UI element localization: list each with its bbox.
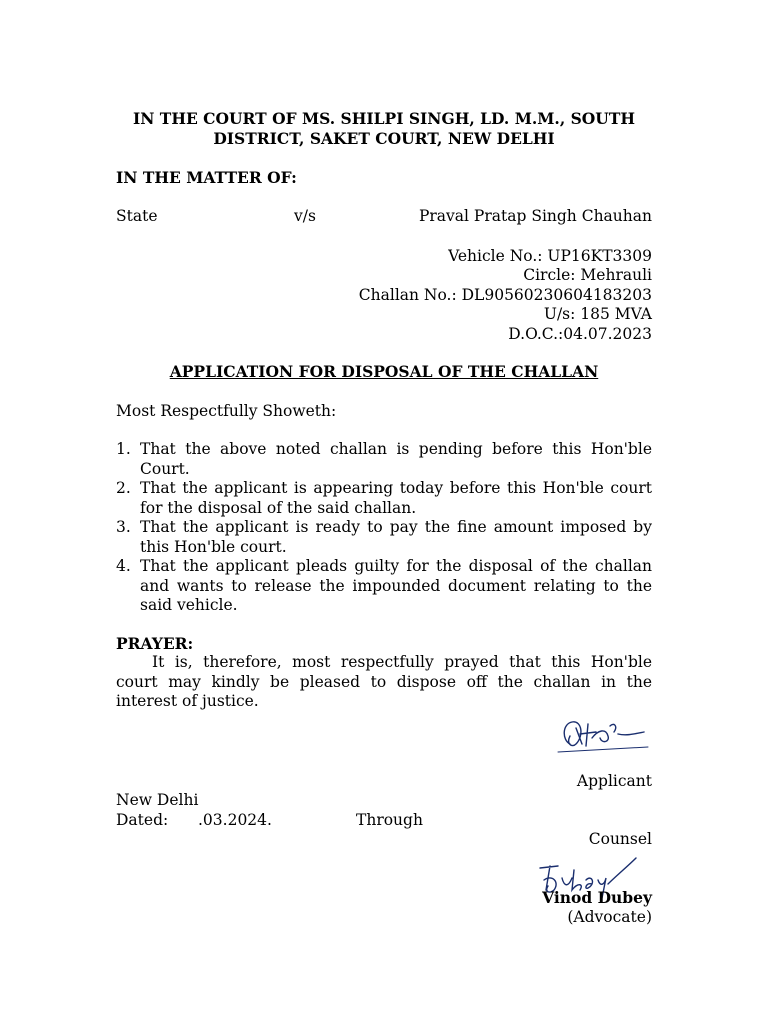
list-item: 2. That the applicant is appearing today before this Hon'ble court for the disposal of the said challan. bbox=[116, 479, 652, 517]
application-title: APPLICATION FOR DISPOSAL OF THE CHALLAN bbox=[169, 362, 599, 381]
document-page bbox=[116, 0, 652, 1024]
party-versus: v/s bbox=[294, 207, 316, 225]
under-section: U/s: 185 MVA bbox=[543, 305, 652, 323]
applicant-signature bbox=[556, 714, 652, 758]
counsel-label: Counsel bbox=[588, 830, 652, 848]
prayer-text: It is, therefore, most respectfully prayed that this Hon'ble court may kindly be pleased to dispose off the challan in the interest of justice. bbox=[116, 653, 652, 710]
vehicle-number: Vehicle No.: UP16KT3309 bbox=[448, 247, 652, 265]
points-list bbox=[116, 440, 652, 616]
party-accused: Praval Pratap Singh Chauhan bbox=[418, 207, 652, 225]
list-item: 1. That the above noted challan is pending before this Hon'ble Court. bbox=[116, 440, 652, 478]
date-of-challan: D.O.C.:04.07.2023 bbox=[508, 325, 652, 343]
parties-line bbox=[116, 206, 652, 226]
dated-label: Dated: bbox=[116, 811, 169, 829]
party-state: State bbox=[116, 207, 158, 225]
advocate-title: (Advocate) bbox=[567, 908, 652, 926]
salutation: Most Respectfully Showeth: bbox=[116, 402, 337, 420]
advocate-name: Vinod Dubey bbox=[542, 888, 652, 907]
dated-value: .03.2024. bbox=[198, 811, 272, 829]
circle: Circle: Mehrauli bbox=[523, 266, 652, 284]
through-label: Through bbox=[356, 811, 423, 829]
challan-number: Challan No.: DL90560230604183203 bbox=[358, 286, 652, 304]
prayer-label: PRAYER: bbox=[116, 634, 194, 653]
court-heading: IN THE COURT OF MS. SHILPI SINGH, LD. M.M., SOUTH DISTRICT, SAKET COURT, NEW DELHI bbox=[132, 109, 636, 148]
place: New Delhi bbox=[116, 791, 199, 809]
list-item: 4. That the applicant pleads guilty for the disposal of the challan and wants to release the impounded document relating to the said vehicle. bbox=[116, 557, 652, 614]
matter-label: IN THE MATTER OF: bbox=[116, 168, 297, 187]
applicant-label: Applicant bbox=[576, 772, 652, 790]
list-item: 3. That the applicant is ready to pay the fine amount imposed by this Hon'ble court. bbox=[116, 518, 652, 556]
